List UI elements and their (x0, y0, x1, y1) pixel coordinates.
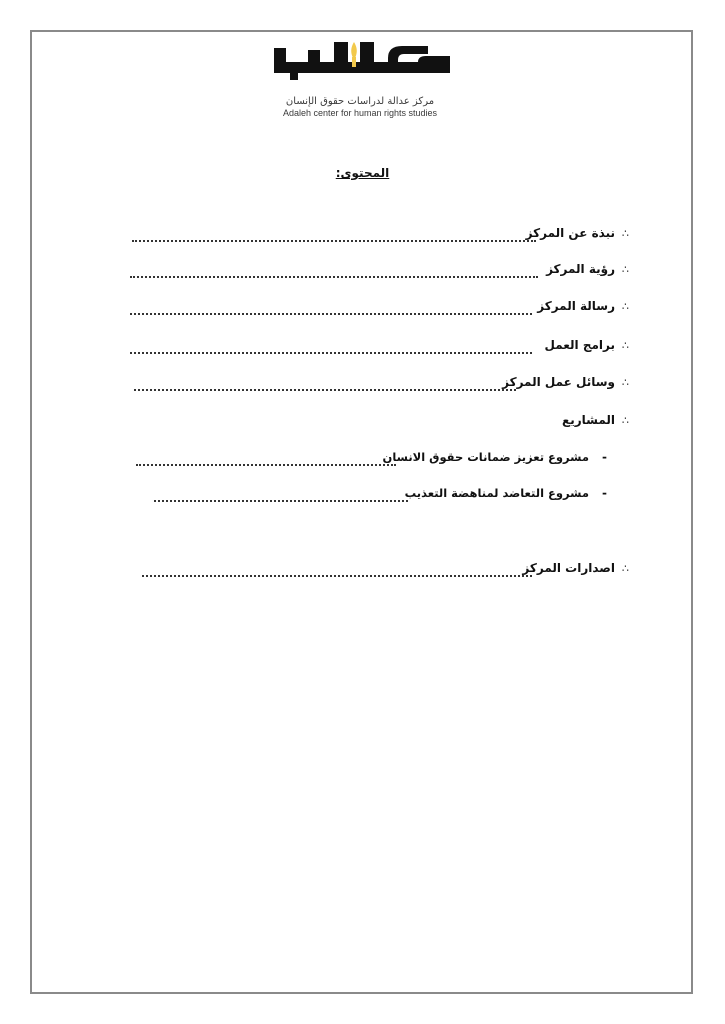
toc-leader-dots (134, 377, 516, 391)
toc-leader-dots (142, 563, 532, 577)
toc-item-label: برامج العمل (544, 338, 615, 352)
toc-bullet-icon: ∴ (622, 263, 629, 276)
toc-leader-dots (130, 301, 532, 315)
toc-row (0, 299, 725, 317)
toc-item-label: رسالة المركز (537, 299, 615, 313)
toc-sub-dash: - (602, 450, 607, 464)
toc-item-label: وسائل عمل المركز (502, 375, 615, 389)
toc-leader-dots (136, 452, 396, 466)
toc-item-label: اصدارات المركز (522, 561, 615, 575)
toc-row (0, 561, 725, 579)
toc-leader-dots (154, 488, 408, 502)
toc-sub-dash: - (602, 486, 607, 500)
adaleh-logo (268, 40, 458, 120)
toc-sub-item-label: مشروع التعاضد لمناهضة التعذيب (404, 486, 589, 500)
toc-bullet-icon: ∴ (622, 376, 629, 389)
toc-row (0, 338, 725, 356)
toc-row (0, 262, 725, 280)
toc-sub-row (0, 486, 725, 504)
toc-leader-dots (132, 228, 536, 242)
page-title: المحتوى: (335, 166, 390, 180)
toc-item-label: المشاريع (562, 413, 615, 427)
toc-leader-dots (130, 264, 538, 278)
toc-bullet-icon: ∴ (622, 227, 629, 240)
toc-row (0, 375, 725, 393)
toc-leader-dots (130, 340, 532, 354)
logo-subtitle-english: Adaleh center for human rights studies (282, 108, 438, 118)
toc-bullet-icon: ∴ (622, 300, 629, 313)
toc-item-label: رؤية المركز (546, 262, 615, 276)
toc-bullet-icon: ∴ (622, 339, 629, 352)
adaleh-wordmark-graphic (268, 40, 458, 96)
toc-item-label: نبذة عن المركز (525, 226, 615, 240)
toc-bullet-icon: ∴ (622, 562, 629, 575)
toc-row (0, 226, 725, 244)
logo-subtitle-arabic: مركز عدالة لدراسات حقوق الإنسان (285, 96, 435, 107)
toc-bullet-icon: ∴ (622, 414, 629, 427)
toc-row (0, 413, 725, 431)
toc-sub-row (0, 450, 725, 468)
toc-sub-item-label: مشروع تعزيز ضمانات حقوق الانسان (382, 450, 589, 464)
